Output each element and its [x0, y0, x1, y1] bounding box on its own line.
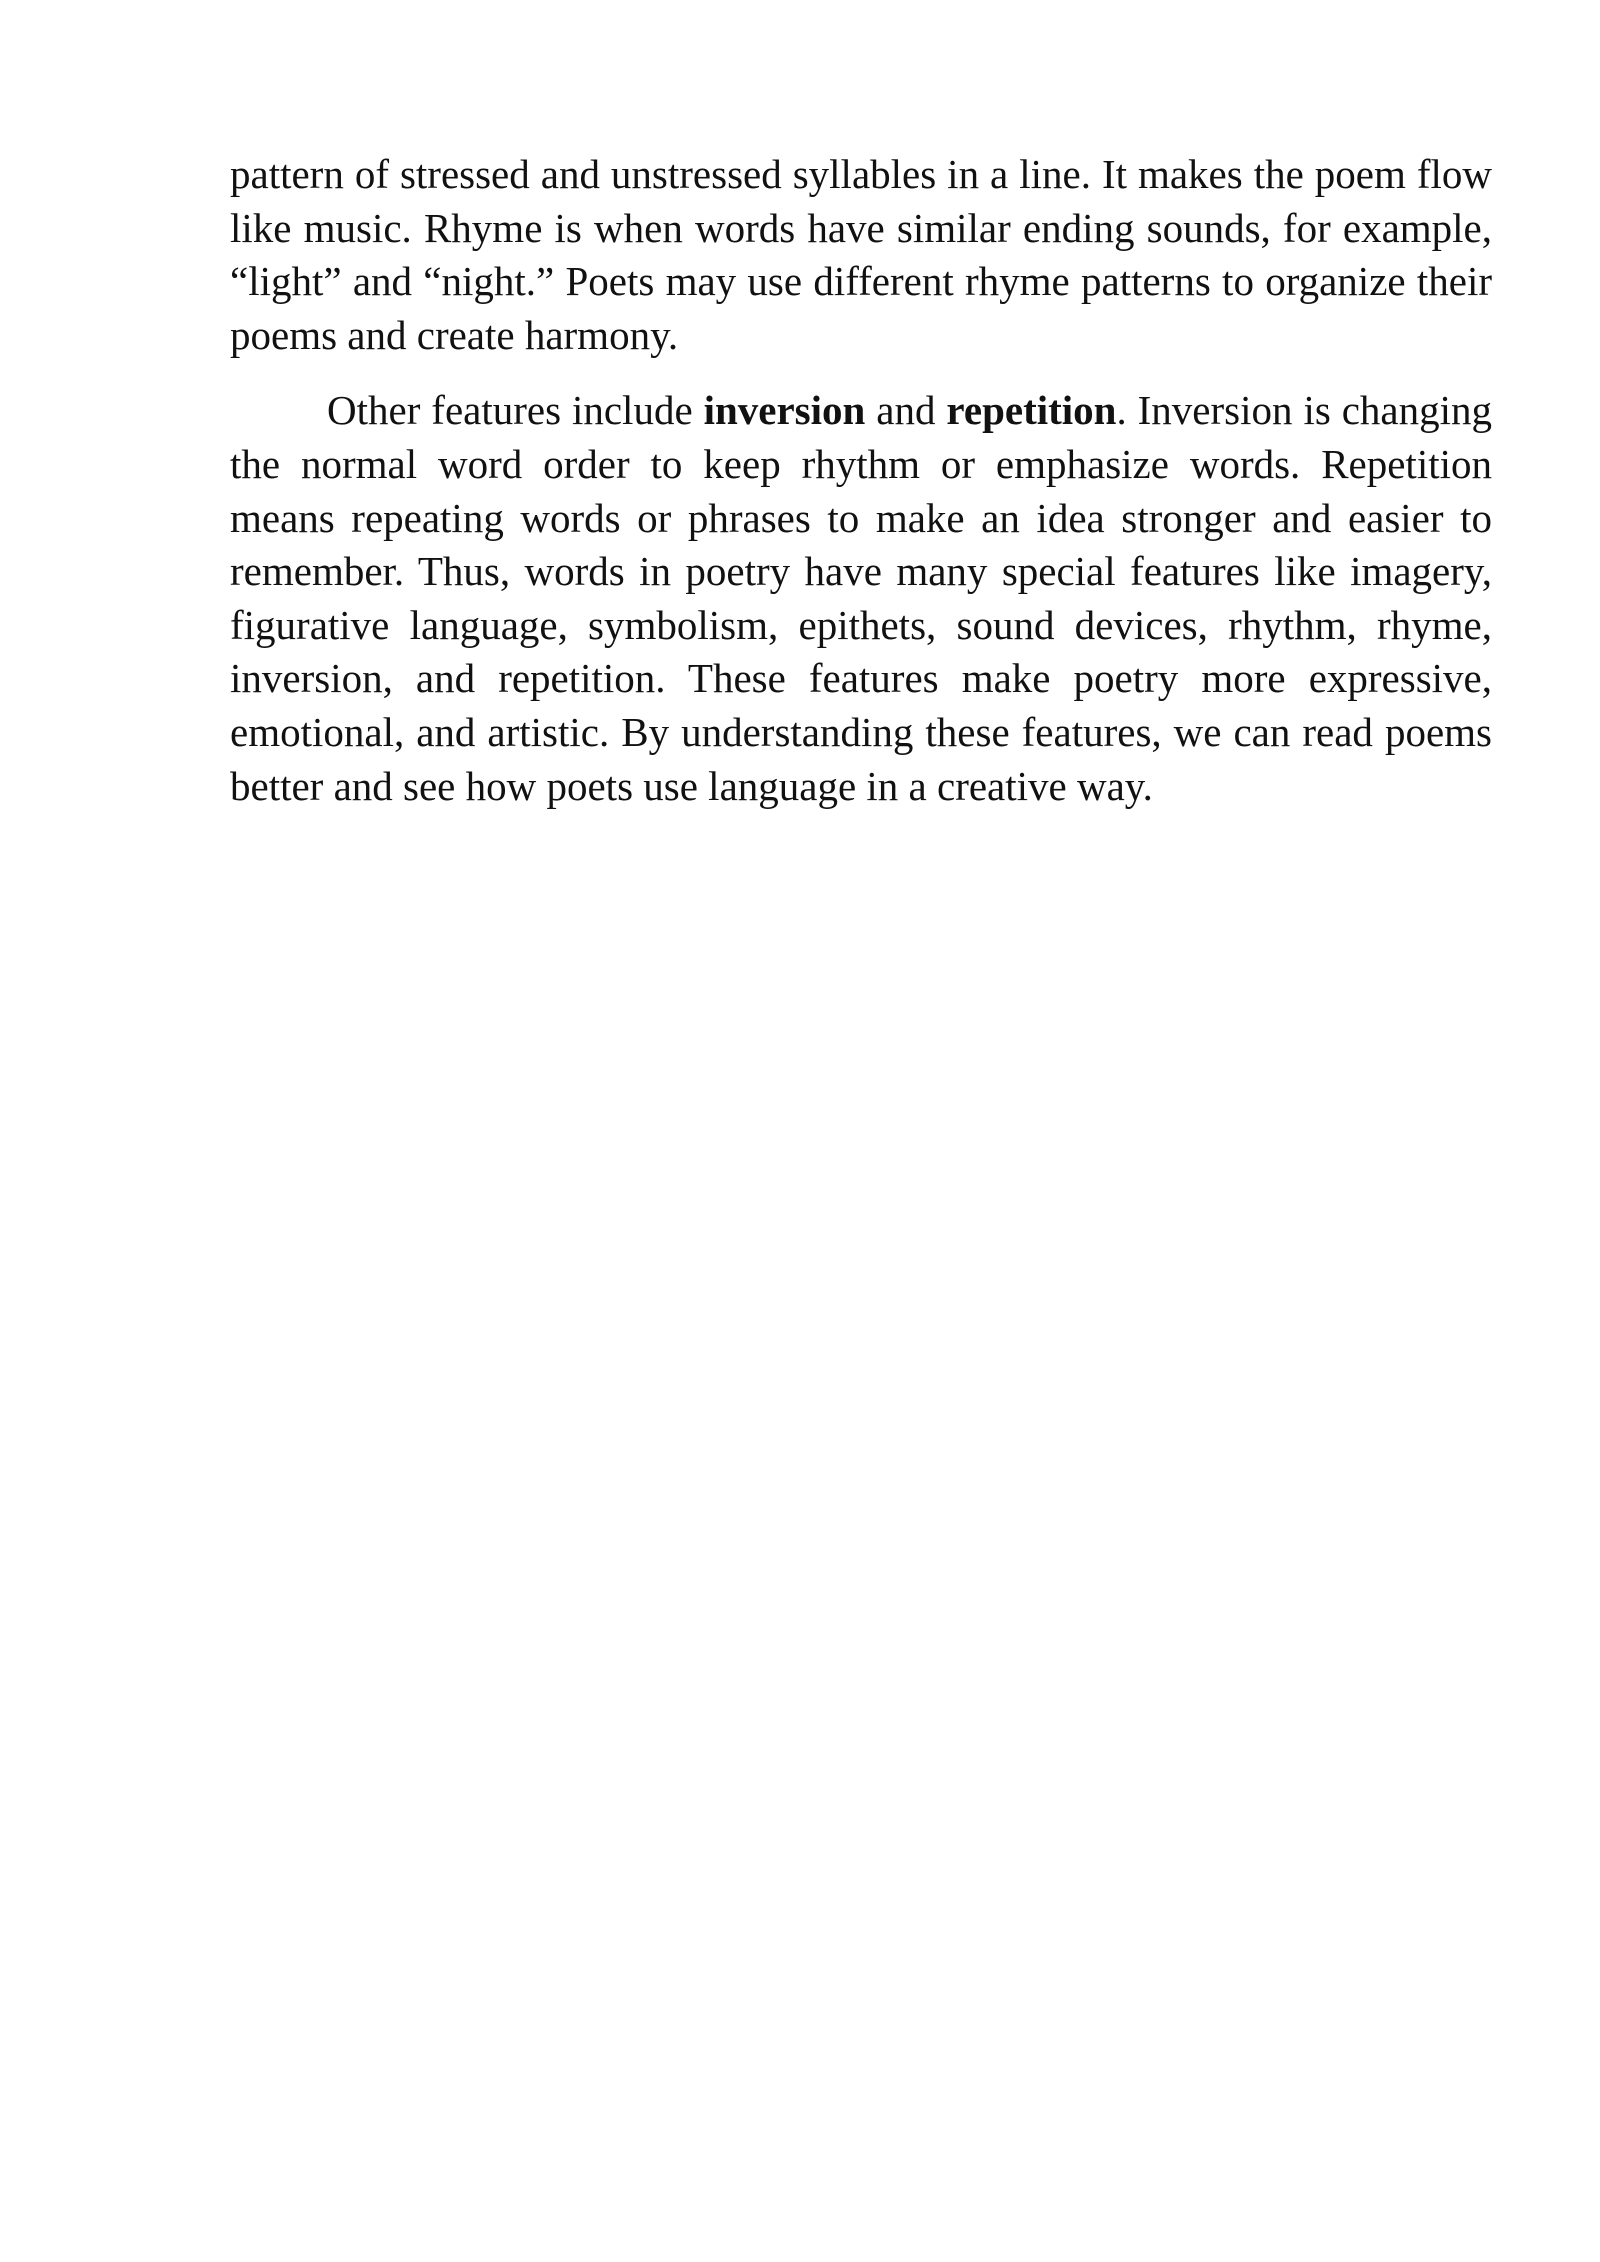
term-inversion: inversion [703, 387, 866, 434]
term-repetition: repetition [946, 387, 1117, 434]
paragraph-text: and [865, 387, 947, 434]
document-page [230, 148, 1492, 813]
paragraph-inversion-repetition [230, 384, 1492, 813]
paragraph-text: Other features include [327, 387, 704, 434]
paragraph-rhythm-rhyme: pattern of stressed and unstressed syllables in a line. It makes the poem flow like music. Rhyme is when words have similar ending sounds, for example, “light” and “night.” Poets may use different rhyme patterns to organize their poems and create harmony. [230, 151, 1492, 358]
paragraph-text: . Inversion is changing the normal word order to keep rhythm or emphasize words. Repetition means repeating words or phrases to make an idea stronger and easier to remember. Thus, words in poetry have many special features like imagery, figurative language, symbolism, epithets, sound devices, rhythm, rhyme, inversion, and repetition. These features make poetry more expressive, emotional, and artistic. By understanding these features, we can read poems better and see how poets use language in a creative way. [230, 387, 1493, 809]
